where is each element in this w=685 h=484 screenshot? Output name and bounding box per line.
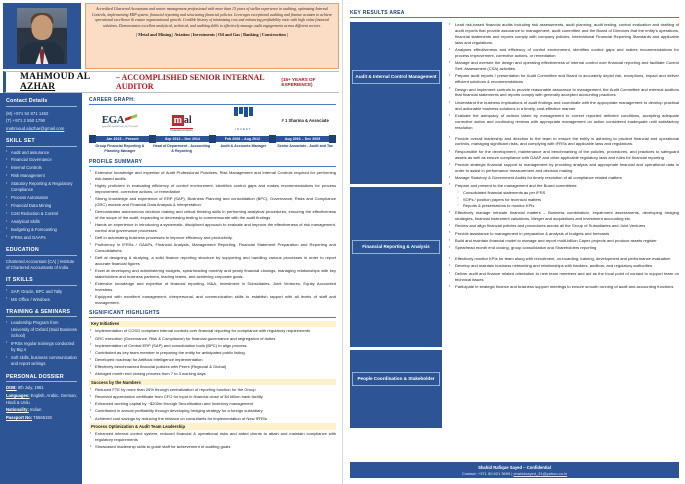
list-item: ▪ Manage and oversee the design and operating effectiveness of internal control over financial reporting and facilitate Control Self- Assessment (CSA) activities bbox=[448, 60, 679, 72]
avatar bbox=[3, 3, 81, 69]
dossier-row bbox=[6, 407, 77, 414]
list-item: ▪ Develop and maintain business networking and relationships with bankers, auditors, and regulatory authorities bbox=[448, 263, 679, 269]
list-item: ▪ Effectively benchmarked financial policies with Peers (Regional & Global) bbox=[89, 364, 336, 370]
list-item: ▪ GRC execution (Governance, Risk & Compliance) for financial governance and segregation of duties bbox=[89, 336, 336, 342]
header-summary bbox=[85, 3, 339, 69]
swoosh-icon bbox=[125, 114, 137, 121]
list-item: ▪ Hands on experience in introducing a systematic, disciplined approach to evaluate and improve the effectiveness of risk management, control and governance processes bbox=[89, 222, 336, 234]
timeline-node bbox=[209, 135, 216, 143]
career-logos bbox=[89, 108, 336, 134]
dossier-row bbox=[6, 385, 77, 392]
kra-list-financial-cont bbox=[448, 210, 679, 251]
list-item: ▪ Lead risk-based financial audits including risk assessments, audit planning, audit testing, control evaluation and drafting of audit reports that provide assurance to management, audit committee and the Board of Directors that the entity's operations, financial statements and reports comply with company policies, International Financial Reporting Standards and applicable laws and regulations. bbox=[448, 22, 679, 45]
dossier-row bbox=[6, 393, 77, 406]
resume-page-right bbox=[343, 0, 685, 484]
kra-tag-column bbox=[350, 22, 442, 452]
dossier-row bbox=[6, 415, 77, 422]
list-item: ▪ Developed roadmap for Artificial Intelligence implementation bbox=[89, 357, 336, 363]
list-item: ▪ SAP, Oracle, BPC and Tally bbox=[6, 289, 77, 295]
skill-list bbox=[6, 150, 77, 242]
list-item: ▪ Highly proficient in evaluating efficiency of control environment, identifies control gaps and makes recommendations for process improvement, corrective actions, or remediation bbox=[89, 183, 336, 195]
list-item: ▪ Extensive knowledge and expertise of financial reporting, M&A, Investment in Subsidiaries, Joint Ventures, Equity Accounted Investees. bbox=[89, 281, 336, 293]
footer bbox=[350, 462, 679, 478]
list-item: ▪ Spearhead month end closing, group consolidation and Shareholders reporting bbox=[448, 245, 679, 251]
ega-logo-icon: EGA الشركة الإماراتية العالمية للألمنيوم bbox=[101, 114, 138, 128]
list-item: ▪ Prepare and present to the management and the Board committees: bbox=[448, 183, 679, 189]
dossier-value: Indian bbox=[29, 407, 42, 413]
list-item: ▪ Prepare audit reports / presentation for Audit Committee and Board to accurately depict risk, exceptions, impact and deliver efficient solutions & recommendations bbox=[448, 73, 679, 85]
role-label: Head of Department - Accounting & Reporting bbox=[153, 144, 211, 153]
list-item: ▪ Leadership Program from University of Oxford (Said Business School) bbox=[6, 320, 77, 339]
section-heading-kra: KEY RESULTS AREA bbox=[350, 10, 679, 18]
education-entry: Chartered Accountant (CA) | Institute of Chartered Accountants of India bbox=[6, 258, 75, 270]
list-item: ▪ Responsible for the development, maintenance and benchmarking of the policies, procedures, and practices to safeguard assets as well as ensure compliance with GAAP and other applicable regulatory laws and rules for financial reporting bbox=[448, 149, 679, 161]
ega-logo-sub: الشركة الإماراتية العالمية للألمنيوم bbox=[101, 125, 138, 128]
list-item: ▪ Build and maintain financial model to manage and report multi-billion Capex projects and produce assets register bbox=[448, 238, 679, 244]
list-item: ▪ Audit and assurance bbox=[6, 150, 77, 156]
company-logo-sharma bbox=[274, 118, 336, 123]
sharma-logo-label: # 1 Sharma & Associate bbox=[281, 118, 329, 124]
list-item: ▪ Reduced FTE by more than 25% through centralization of reporting function for the Group bbox=[89, 387, 336, 393]
list-item: ▪ Understand the business implications of audit findings and coordinate with the appropriate management to develop practical and actionable business solutions in a timely, cost-effective manner bbox=[448, 100, 679, 112]
highlights-process-optimization bbox=[89, 431, 336, 450]
list-item: ▪ Process Automation bbox=[6, 195, 77, 201]
timeline-node bbox=[149, 135, 156, 143]
list-item: ▪ Soft skills, business communication and report writings bbox=[6, 355, 77, 368]
list-item: ▪ Cost Reduction & Control bbox=[6, 211, 77, 217]
list-item: ▪ Provide assistance to management in preparation & analysis of budgets and forecasts bbox=[448, 231, 679, 237]
dossier-key: Passport No: bbox=[6, 414, 33, 420]
section-heading-highlights: SIGNIFICANT HIGHLIGHTS bbox=[89, 310, 336, 318]
pic-logo-sub: INVEST bbox=[235, 127, 252, 131]
list-item: ▪ Analyses effectiveness and efficiency of control environment, identifies control gaps and makes recommendations for process improvement, corrective actions, or remediation bbox=[448, 47, 679, 59]
footer-email[interactable]: shahidsayed_31@yahoo.co.in bbox=[513, 470, 568, 476]
list-item: ▪ Strong knowledge and experience of ERP (SAP), Business Planning and consolidation (BPC), Governance, Risks and Compliance (GRC) module and Financial Data Analysis & Interpretation. bbox=[89, 196, 336, 208]
role-label: Senior Associate - Audit and Tax bbox=[277, 144, 333, 148]
list-item: ▪ Effectively monitor KPIs for team along with recruitment, on-boarding, training, development and performance evaluation bbox=[448, 256, 679, 262]
kra-group-audit bbox=[448, 22, 679, 131]
list-item: ▪ Extensive knowledge and expertise of Audit Professional Practices, Risk Management and Internal Controls required for performing risk-based audits. bbox=[89, 170, 336, 182]
it-skill-list bbox=[6, 289, 77, 303]
dossier-key: Languages: bbox=[6, 392, 30, 398]
section-heading-profile-summary: PROFILE SUMMARY bbox=[89, 159, 336, 167]
kra-group-people bbox=[448, 256, 679, 290]
list-item: ▪ Equipped with excellent management, interpersonal, and communication skills to establish rapport with all levels of staff and management. bbox=[89, 294, 336, 306]
list-item: ○ SOPs / position papers for technical matters bbox=[457, 197, 679, 203]
profile-photo bbox=[17, 8, 67, 64]
highlight-subhead: Success by the Numbers bbox=[89, 379, 336, 385]
list-item: ▪ Contributed as key team member in preparing the entity for anticipated public listing bbox=[89, 350, 336, 356]
timeline-node bbox=[89, 135, 96, 143]
list-item: ▪ Achieved cost savings by reducing the reliance on consultants for implementation of New IFRSs bbox=[89, 416, 336, 422]
career-timeline bbox=[89, 135, 336, 143]
kra-tag-people: People Coordination & Stakeholder bbox=[352, 372, 440, 386]
list-item: ▪ Risk Management bbox=[6, 173, 77, 179]
kra-tag-audit: Audit & Internal Control Management bbox=[352, 70, 440, 84]
list-item: ▪ Excel at developing and administering budgets, spearheading monthly and yearly financial closings, managing relationships with key stakeholders and business partners, leading teams, and achieving corporate goals. bbox=[89, 268, 336, 280]
dossier-value: English, Arabic, German, Hindi & Urdu bbox=[6, 392, 77, 405]
list-item: ▪ MS Office / Windows bbox=[6, 297, 77, 303]
highlights-key-initiatives bbox=[89, 328, 336, 377]
role-label: Group Financial Reporting & Planning Manager bbox=[95, 144, 145, 153]
timeline-period: Feb 2006 – Aug 2012 bbox=[216, 136, 269, 142]
list-item: ▪ Budgeting & Forecasting bbox=[6, 227, 77, 233]
list-item: ▪ Analytical Skills bbox=[6, 219, 77, 225]
main-column bbox=[82, 93, 342, 484]
dossier-key: DOB: bbox=[6, 385, 17, 391]
kra-content-column bbox=[448, 22, 679, 452]
list-item: ▪ Implementation of COSO compliant internal controls over financial reporting for compliance with regulatory requirements bbox=[89, 328, 336, 334]
kra-panel-audit bbox=[350, 22, 442, 184]
sidebar-heading-itskills: IT SKILLS bbox=[6, 277, 77, 286]
timeline-period: Jan 2015 – Present bbox=[96, 136, 149, 142]
sidebar-heading-skillset: SKILL SET bbox=[6, 138, 77, 147]
list-item: ▪ Financial Governance bbox=[6, 157, 77, 163]
list-item: ▪ Participate in strategic finance and business support meetings to ensure smooth running of audit and accounting functions bbox=[448, 284, 679, 290]
dossier-value: 8th July, 1981 bbox=[17, 385, 44, 391]
contact-telephone: (T) +971 2 550 1790 bbox=[6, 118, 46, 124]
footer-line2 bbox=[352, 471, 677, 476]
list-item: ▪ Manage Statutory & Government Audits for timely resolution of all compliance related matters bbox=[448, 175, 679, 181]
timeline-period: Sep 2012 – Dec 2014 bbox=[156, 136, 209, 142]
highlight-subhead: Key Initiatives bbox=[89, 321, 336, 327]
sidebar-heading-dossier: PERSONAL DOSSIER bbox=[6, 374, 77, 383]
company-logo-ega bbox=[89, 114, 151, 128]
list-item: ▪ Financial Data Mining bbox=[6, 203, 77, 209]
kra-panel-financial bbox=[350, 187, 442, 347]
list-item: ▪ Review and align financial policies and procedures across all the Group of Subsidiaries and Joint Ventures bbox=[448, 223, 679, 229]
list-item: ▪ Deft in automating business processes to improve efficiency and productivity. bbox=[89, 235, 336, 241]
kra-group-financial bbox=[448, 136, 679, 252]
kra-tag-financial: Financial Reporting & Analysis bbox=[352, 240, 440, 254]
list-item: ▪ Evaluate the adequacy of actions taken by management to correct reported deficient conditions, accepting adequate corrective action and continuing reviews with appropriate management on action considered inadequate until satisfactory resolution bbox=[448, 113, 679, 131]
dossier-value: T5565192 bbox=[33, 414, 53, 420]
list-item: ○ Reports & presentations to monitor KPIs bbox=[457, 203, 679, 209]
list-item: ▪ Implementation of Central ERP (SAP) and consolidation tools (BPC) to align process bbox=[89, 343, 336, 349]
company-logo-mal bbox=[151, 110, 213, 133]
contact-mobile: (M) +971 52 871 1462 bbox=[6, 110, 49, 116]
list-item: ▪ IFRSs and GAAPs bbox=[6, 235, 77, 241]
list-item: ▪ Enhanced working capital by ~$200m through Securitization and Inventory management bbox=[89, 401, 336, 407]
timeline-node bbox=[269, 135, 276, 143]
mal-logo-icon: m al Mubadala Aerospace bbox=[170, 114, 193, 133]
list-item: ▪ Contributed in annual profitability through developing hedging strategy for a foreign subsidiary bbox=[89, 408, 336, 414]
sidebar-heading-training: TRAINING & SEMINARS bbox=[6, 309, 77, 318]
candidate-title: – ACCOMPLISHED SENIOR INTERNAL AUDITOR bbox=[115, 73, 265, 91]
highlight-subhead: Process Optimization & Audit Team Leadership bbox=[89, 423, 336, 429]
sidebar-heading-contact: Contact Details bbox=[6, 98, 77, 107]
training-list bbox=[6, 320, 77, 367]
mal-logo-sub: Mubadala Aerospace bbox=[170, 129, 193, 133]
kra-sublist-financial bbox=[457, 190, 679, 209]
profile-summary-list bbox=[89, 170, 336, 306]
list-item: ○ Consolidated financial statements as per IFRS bbox=[457, 190, 679, 196]
list-item: ▪ Deliver audit and finance related orientation to new team members and act as the focal point of contact to support team on technical issues bbox=[448, 271, 679, 283]
header-sectors: | Metal and Mining | Aviation | Investments | Oil and Gas | Banking | Construction | bbox=[136, 31, 288, 37]
company-logo-pic bbox=[213, 107, 275, 135]
kra-list-financial bbox=[448, 136, 679, 189]
list-item: ▪ Demonstrates autonomous decision making and critical thinking skills in performing analytical procedures, ensuring the effectiveness of the scope of the audit, expanding or decreasing testing to commensurate with the audit findings bbox=[89, 209, 336, 221]
list-item: ▪ Effectively manage intricate financial matters – Business combination, impairment assessments, developing hedging strategies, financial instrument valuations, Merger and acquisitions and investment accounting etc. bbox=[448, 210, 679, 222]
contact-email[interactable]: mahmoud.alazhar@gmail.com bbox=[6, 125, 65, 131]
timeline-period: Aug 2003 – Dec 2005 bbox=[276, 136, 329, 142]
list-item: ▪ Enhanced internal control system, reduced financial & operational risks and aided clients to attain and maintain compliance with regulatory requirements bbox=[89, 431, 336, 443]
footer-contact: Contact: +971 50 621 3699 | bbox=[461, 470, 514, 476]
page-title bbox=[3, 71, 339, 93]
experience-note: (15+ YEARS OF EXPERIENCE) bbox=[281, 77, 316, 87]
list-item: ▪ Statutory Reporting & Regulatory Compliance bbox=[6, 181, 77, 194]
highlights-success-numbers bbox=[89, 387, 336, 421]
career-roles bbox=[89, 144, 336, 154]
dossier-key: Nationality: bbox=[6, 407, 29, 413]
section-heading-career-graph: CAREER GRAPH: bbox=[89, 97, 336, 105]
pic-logo-icon bbox=[234, 107, 253, 135]
list-item: ▪ Internal Controls bbox=[6, 165, 77, 171]
sidebar-heading-education: EDUCATION bbox=[6, 247, 77, 256]
list-item: ▪ Provide strategic financial support to management by providing analysis and appropriate financial and operational data in order to assist in performance measurement and decision making bbox=[448, 162, 679, 174]
timeline-node bbox=[329, 135, 336, 143]
list-item: ▪ Proficiency in IFRSs / GAAPs, Financial Analysis, Management Reporting, Financial Statement Preparation and Reporting and Consolidations. bbox=[89, 242, 336, 254]
footer-line1: Shahid Rafique Sayed – Confidential bbox=[478, 464, 551, 470]
kra-list-audit bbox=[448, 22, 679, 131]
sidebar bbox=[0, 93, 82, 484]
list-item: ▪ Deft at designing & studying, a solid finance reporting structure by supporting and handling various processes in order to report accurate financial figures bbox=[89, 255, 336, 267]
role-label: Audit & Accounts Manager bbox=[220, 144, 267, 148]
list-item: ▪ Received appreciation certificate from CFO for input in financial close of $4 billion bank facility bbox=[89, 394, 336, 400]
candidate-name: MAHMOUD AL AZHAR bbox=[20, 72, 90, 92]
list-item: ▪ Abridged month end closing process from 7 to 3 working days bbox=[89, 371, 336, 377]
list-item: ▪ IFRSs regular trainings conducted by Big 4 bbox=[6, 341, 77, 354]
header-band bbox=[0, 0, 342, 71]
header-summary-text: Accredited Chartered Accountant and senior management professional with more than 15 years of stellar experience in auditing, optimizing Internal Controls, implementing ERP system, financial reporting and structuring financial policies. Leverages exceptional auditing and finance acumen to achieve operational excellence & ensure organizational growth. Credible history of minimizing cost and enhancing profitability ratio with high value financial solutions. Demonstrates excellent analytical, technical, and auditing skills to effectively manage audit engagements across different sectors. bbox=[91, 7, 333, 28]
kra-panel-people bbox=[350, 350, 442, 428]
kra-list-people bbox=[448, 256, 679, 290]
candidate-surname: AZHAR bbox=[20, 82, 56, 92]
list-item: ▪ Showcased leadership skills to guide staff for achievement of auditing goals bbox=[89, 444, 336, 450]
list-item: ▪ Provide overall leadership and direction to the team to ensure the entity is adhering to prudent financial and operational controls, managing significant risks, and complying with IFRSs and applicable laws and regulations. bbox=[448, 136, 679, 148]
list-item: ▪ Design and implement controls to provide reasonable assurance to management, the Audit Committee and external auditors that financial statements and reports comply with generally accepted accounting practices bbox=[448, 87, 679, 99]
